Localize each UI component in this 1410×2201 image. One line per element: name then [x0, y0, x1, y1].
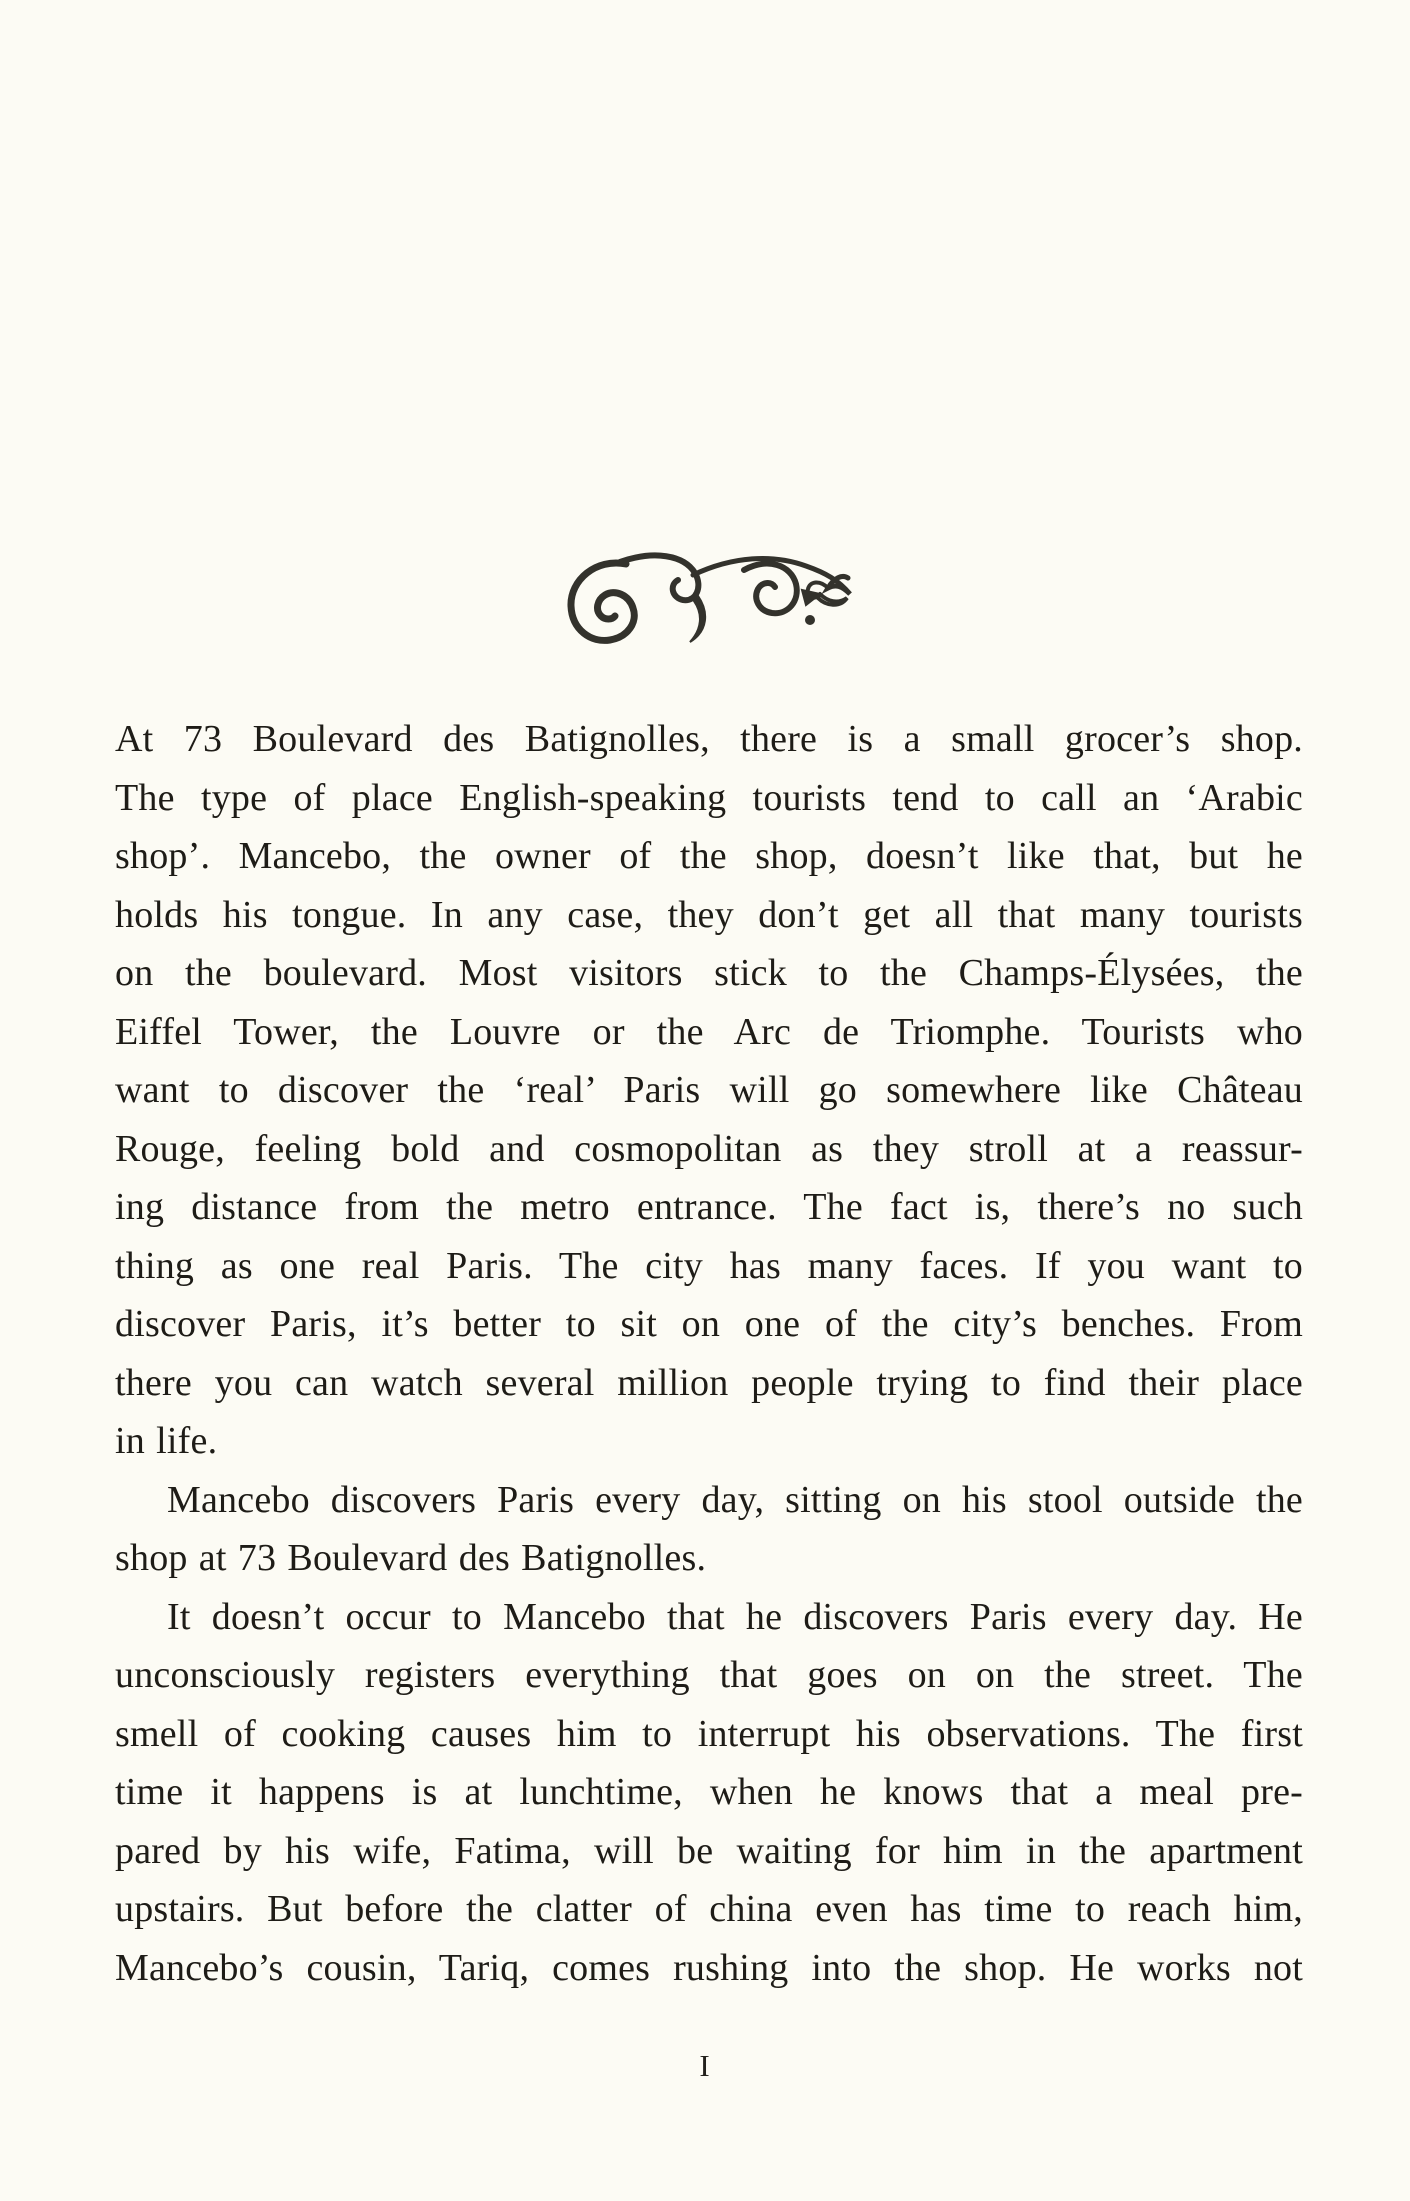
text-line: time it happens is at lunchtime, when he knows that a meal pre-: [115, 1771, 1303, 1813]
text-line: Eiffel Tower, the Louvre or the Arc de Triomphe. Tourists who: [115, 1010, 1303, 1053]
text-line: Mancebo’s cousin, Tariq, comes rushing into the shop. He works not: [115, 1946, 1303, 1989]
text-line: want to discover the ‘real’ Paris will go somewhere like Château: [115, 1069, 1303, 1111]
text-line: discover Paris, it’s better to sit on one of the city’s benches. From: [115, 1303, 1303, 1345]
text-line: on the boulevard. Most visitors stick to the Champs-Élysées, the: [115, 952, 1303, 994]
text-line: shop at 73 Boulevard des Batignolles.: [115, 1537, 707, 1579]
page-number: I: [699, 2048, 711, 2083]
text-line: upstairs. But before the clatter of china even has time to reach him,: [115, 1888, 1303, 1930]
text-line: holds his tongue. In any case, they don’t get all that many tourists: [115, 893, 1303, 936]
text-block: [115, 710, 1303, 1997]
text-line: Rouge, feeling bold and cosmopolitan as they stroll at a reassur-: [115, 1127, 1303, 1170]
text-line: in life.: [115, 1420, 218, 1462]
text-line: Mancebo discovers Paris every day, sitting on his stool outside the: [167, 1478, 1303, 1521]
text-line: shop’. Mancebo, the owner of the shop, doesn’t like that, but he: [115, 835, 1303, 877]
text-line: smell of cooking causes him to interrupt his observations. The first: [115, 1712, 1303, 1755]
text-line: The type of place English-speaking tourists tend to call an ‘Arabic: [115, 776, 1303, 819]
text-line: thing as one real Paris. The city has many faces. If you want to: [115, 1244, 1303, 1287]
text-line: It doesn’t occur to Mancebo that he discovers Paris every day. He: [167, 1595, 1303, 1638]
text-line: ing distance from the metro entrance. The fact is, there’s no such: [115, 1186, 1303, 1228]
flourish-ornament-icon: [558, 548, 853, 644]
text-line: pared by his wife, Fatima, will be waiting for him in the apartment: [115, 1829, 1303, 1872]
text-line: unconsciously registers everything that goes on on the street. The: [115, 1654, 1303, 1696]
text-line: At 73 Boulevard des Batignolles, there is a small grocer’s shop.: [115, 718, 1303, 760]
text-line: there you can watch several million people trying to find their place: [115, 1361, 1303, 1404]
